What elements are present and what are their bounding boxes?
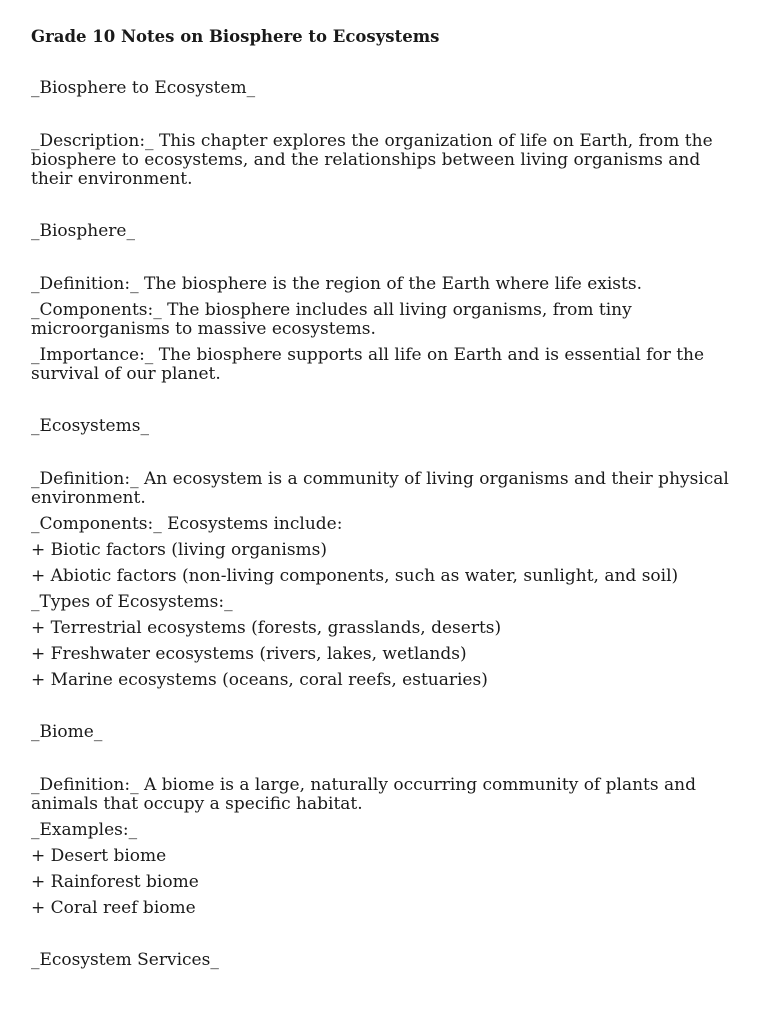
ecosystem-services-heading: _Ecosystem Services_: [31, 950, 219, 970]
list-item: + Abiotic factors (non-living components, such as water, sunlight, and soil): [31, 566, 679, 586]
list-item: + Terrestrial ecosystems (forests, grasslands, deserts): [31, 618, 502, 638]
biosphere-components: _Components:_ The biosphere includes all living organisms, from tiny microorganisms to massive ecosystems.: [31, 300, 632, 339]
list-item: + Desert biome: [31, 846, 167, 866]
document-title: Grade 10 Notes on Biosphere to Ecosystems: [31, 27, 440, 46]
list-item: + Rainforest biome: [31, 872, 199, 892]
biosphere-definition: _Definition:_ The biosphere is the region of the Earth where life exists.: [31, 274, 642, 294]
ecosystems-definition: _Definition:_ An ecosystem is a community of living organisms and their physical environment.: [31, 469, 729, 508]
list-item: + Marine ecosystems (oceans, coral reefs, estuaries): [31, 670, 488, 690]
biosphere-importance: _Importance:_ The biosphere supports all life on Earth and is essential for the survival of our planet.: [31, 345, 705, 384]
biome-examples-label: _Examples:_: [31, 820, 138, 840]
ecosystems-components-label: _Components:_ Ecosystems include:: [31, 514, 343, 534]
biosphere-heading: _Biosphere_: [31, 221, 135, 241]
biome-heading: _Biome_: [31, 722, 103, 742]
list-item: + Biotic factors (living organisms): [31, 540, 328, 560]
chapter-description: _Description:_ This chapter explores the organization of life on Earth, from the biosphere to ecosystems, and the relationships between living organisms and their environment.: [31, 131, 713, 189]
list-item: + Freshwater ecosystems (rivers, lakes, wetlands): [31, 644, 467, 664]
ecosystems-types-label: _Types of Ecosystems:_: [31, 592, 233, 612]
document-page: [31, 26, 736, 970]
ecosystems-heading: _Ecosystems_: [31, 416, 149, 436]
list-item: + Coral reef biome: [31, 898, 196, 918]
biome-definition: _Definition:_ A biome is a large, naturally occurring community of plants and animals that occupy a specific habitat.: [31, 775, 696, 814]
chapter-heading: _Biosphere to Ecosystem_: [31, 78, 256, 98]
